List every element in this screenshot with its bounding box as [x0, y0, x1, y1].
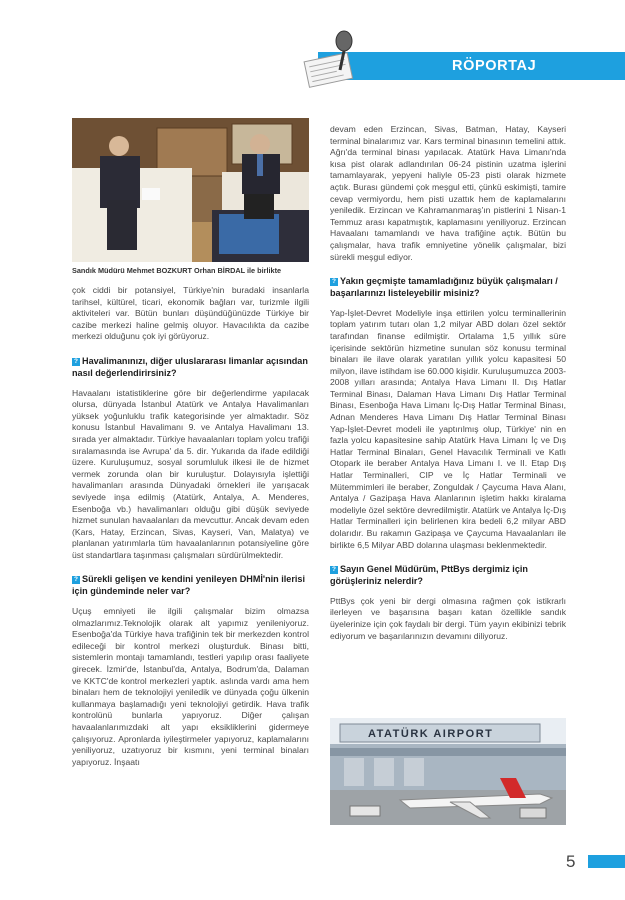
answer-paragraph: Uçuş emniyeti ile ilgili çalışmalar bizim olmazsa olmazlarımız.Teknolojik olarak alt yapımız yenileniyoruz. Esenboğa'da Türkiye hava trafiğinin tek bir merkezden kontrol edileceği bir kontrol merkezi oluşturduk. Binası bitti, sistemlerin montajı tamamlandı, testleri yapılıp orası faaliyete girecek. İzmir'de, İstanbul'da, Antalya, Bodrum'da, Dalaman ve KKTC'de kontrol merkezleri yaptık. aslında vardı ama hem binaları hem de teknolojiyi yeniledik ve dünyada çoğu ülkenin kullanmaya başlamadığı yeni teknolojiyi getirdik. Hava trafik kontrolünü bunlarla yapıyoruz. Diğer çalışan havaalanlarımızdaki alt yapı eksikliklerini gidermeye çalışıyoruz. Apronlarda iyileştirmeler yapıyoruz, kaplamalarını yeniliyoruz, uzatıyoruz bir kısmını, yeni terminal binaları yapıyoruz. İnşaatı — [72, 606, 309, 767]
airport-photo — [330, 718, 566, 825]
question-text: Havalimanınızı, diğer uluslararası limanlar açısından nasıl değerlendirirsiniz? — [72, 355, 308, 378]
question-heading — [330, 276, 566, 300]
right-column — [330, 124, 566, 648]
answer-paragraph: PttBys çok yeni bir dergi olmasına rağmen çok istikrarlı ilerleyen ve başarısına başarı katan özellikle sandık üyelerinize için çok faydalı bir dergi. Tüm yayın ekibinizi tebrik ediyorum ve başarılarınızın devamını diliyoruz. — [330, 595, 566, 641]
microphone-newspaper-icon — [300, 28, 366, 88]
question-text: Sürekli gelişen ve kendini yenileyen DHMİ'nin ilerisi için gündeminde neler var? — [72, 574, 306, 597]
question-mark-icon: ? — [72, 576, 80, 584]
question-heading — [330, 564, 566, 588]
meeting-photo — [72, 118, 309, 262]
question-heading — [72, 574, 309, 598]
section-title: RÖPORTAJ — [452, 58, 537, 74]
question-mark-icon: ? — [72, 358, 80, 366]
right-intro: devam eden Erzincan, Sivas, Batman, Hatay, Kayseri terminal binalarımız var. Kars terminal binasının temelini attık. Ağrı'da terminal binası yapılacak. Atatürk Hava Limanı'nda kısa pist olarak adlandırılan 06-24 pistinin uzatma işlerini tamamlayarak, yepyeni haliyle 05-23 pisti olarak hizmete açtık. Burası gündemi çok meşgul etti, çünkü eskimişti, tamire cevap vermiyordu, hem pisti uzattık hem de kaplamalarını yeniledik. Erzincan ve Kahramanmaraş'ın pistlerini 1 Nisan-1 Temmuz arası kapatmıştık, kaplamasını yeniliyoruz. Erzincan Havaalanı tamamlandı ve hava trafiğine açtık. Bütün bu çalışmalar, hava trafik emniyetine yönelik çalışmalar, bizi sürekli meşgul ediyor. — [330, 124, 566, 262]
airport-sign: ATATÜRK AIRPORT — [368, 728, 494, 740]
page-number-bar — [588, 855, 625, 868]
photo-caption: Sandık Müdürü Mehmet BOZKURT Orhan BİRDAL ile birlikte — [72, 266, 282, 275]
question-mark-icon: ? — [330, 278, 338, 286]
question-text: Yakın geçmişte tamamladığınız büyük çalışmaları / başarılarınızı listeleyebilir misiniz? — [330, 276, 558, 298]
page-number: 5 — [566, 852, 576, 871]
answer-paragraph: Yap-İşlet-Devret Modeliyle inşa ettirilen yolcu terminallerinin toplam yatırım tutarı olan 1,2 milyar ABD doları özel sektör tarafından finanse edilmiştir. Ortalama 1,5 yıllık süre içerisinde sektörün hizmetine sunulan söz konusu terminal binaları ile ilave olarak yaratılan yıllık yolcu kapasitesi 50 milyon, ilave istihdam ise 60.000 kişidir. Kuruluşumuzca 2003-2008 yılları arasında; Antalya Hava Limanı II. Dış Hatlar Terminal Binası, Dalaman Hava Limanı Dış Hatlar Terminal Binası, Esenboğa Hava Limanı İç-Dış Hatlar Terminal Binası, Adnan Menderes Hava Limanı Dış Hatlar Terminal Binası Yap-İşlet-Devret modeli ile yaptırılmış olup, Türkiye' nin en fazla yolcu kapasitesine sahip Atatürk Hava Limanı İç ve Dış Hatlar Terminal Binaları, Genel Havacılık Terminali ve Katlı Otopark ile beraber Antalya Hava Limanı I. ve II. Etap Dış Hatlar Terminalleri, CIP ve İç Hatlar Terminali ve Mütemmimleri ile beraber, Zonguldak / Çaycuma Hava Alanı, Antalya / Gazipaşa Hava Alanlarının işletim hakkı kiralama modeliyle özel sektöre devredilmiştir. Atatürk ve Antalya İç-Dış Hatlar Terminalleri için belirlenen kira bedeli 6,2 milyar ABD dolarıdır. Bu rakamın Gazipaşa ve Çaycuma Havaalanları ile birlikte 6,5 Milyar ABD dolarına ulaşması beklenmektedir. — [330, 307, 566, 550]
question-text: Sayın Genel Müdürüm, PttBys dergimiz için görüşleriniz nelerdir? — [330, 564, 528, 586]
question-mark-icon: ? — [330, 566, 338, 574]
left-column — [72, 285, 309, 774]
left-intro: çok ciddi bir potansiyel, Türkiye'nin buradaki insanlarla tarihsel, kültürel, ticari, ekonomik bağları var, turizmle ilgili aktiviteleri var. Bütün bunları düşündüğünüzde Türkiye bir cazibe merkezi haline gelmiş oluyor. Havacılıkta da cazibe merkezi olduğunu çok iyi görüyoruz. — [72, 285, 309, 342]
question-heading — [72, 356, 309, 380]
answer-paragraph: Havaalanı istatistiklerine göre bir değerlendirme yapılacak olursa, dünyada İstanbul Atatürk ve Antalya Havalimanları yüksek yoğunluklu trafik kategorisinde yer almaktadır. Söz konusu İstanbul Havalimanı 9. ve Antalya Havalimanı 13. sırada yer almaktadır. Türkiye havaalanları toplam yolcu trafiği sıralamasında ise Avrupa' da 5. dir. Yukarıda da ifade edildiği üzere. Kuruluşumuz, sosyal sorumluluk ilkesi ile de hizmet vermek zorunda olan bir kuruluştur. Dolayısıyla işlettiği havalimanları arasında Dünyadaki örnekleri ile yarışacak seviyede inşa edilmiş (Atatürk, Antalya, A. Menderes, Esenboğa vb.) havalimanları olduğu gibi düşük seviyede hizmet sunulan havaalanları da mevcuttur. Ancak devam eden (Kars, Hatay, Erzincan, Sivas, Kayseri, Van, Malatya) ve planlanan yatırımlarla tüm havaalanlarının potansiyeline göre üst standartlara taşınması çalışmaları sürdürülmektedir. — [72, 387, 309, 560]
